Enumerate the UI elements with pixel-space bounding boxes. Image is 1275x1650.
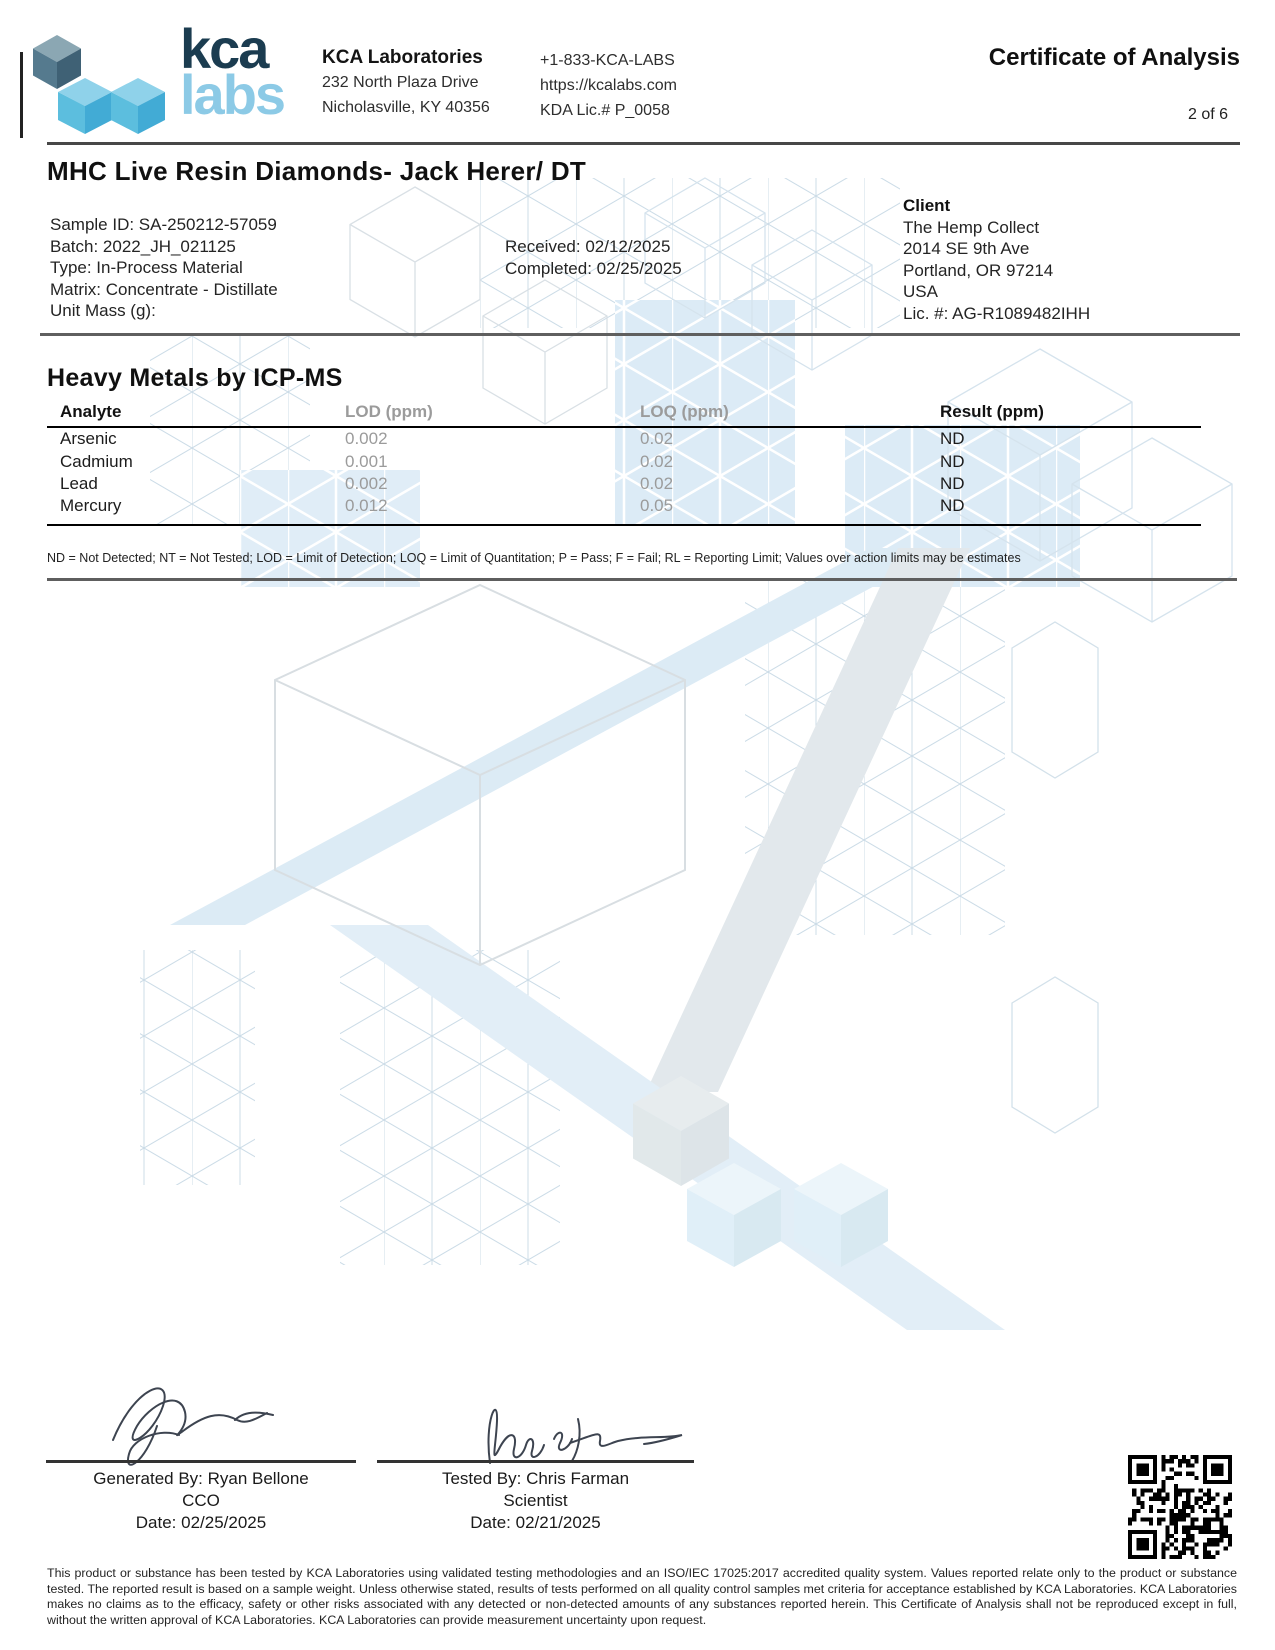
lod-cell: 0.002	[345, 473, 388, 493]
lod-cell: 0.002	[345, 429, 388, 449]
generated-by-block	[46, 1468, 356, 1533]
tested-date: Date: 02/21/2025	[470, 1512, 601, 1532]
table-row	[47, 450, 1201, 472]
analyte-cell: Lead	[60, 473, 98, 493]
result-cell: ND	[940, 429, 965, 449]
table-row	[47, 495, 1201, 517]
sample-type: Type: In-Process Material	[50, 258, 243, 278]
result-cell: ND	[940, 451, 965, 471]
sample-batch: Batch: 2022_JH_021125	[50, 236, 236, 256]
client-block	[903, 195, 1090, 325]
result-cell: ND	[940, 496, 965, 516]
logo-text-kca: kca	[180, 17, 268, 80]
sample-info-block	[50, 214, 278, 322]
tested-by: Tested By: Chris Farman	[441, 1469, 630, 1488]
tested-title: Scientist	[503, 1490, 568, 1510]
lab-website: https://kcalabs.com	[540, 77, 677, 94]
lab-address-line1: 232 North Plaza Drive	[322, 74, 479, 91]
lab-info-block	[322, 45, 490, 120]
lab-name: KCA Laboratories	[322, 47, 483, 68]
tested-by-signature	[470, 1383, 700, 1468]
sample-id: Sample ID: SA-250212-57059	[50, 215, 277, 234]
lab-phone: +1-833-KCA-LABS	[540, 52, 675, 69]
kca-labs-logo-icon	[30, 30, 170, 137]
tested-signature-line	[377, 1460, 694, 1463]
column-analyte: Analyte	[60, 402, 122, 421]
table-footnote: ND = Not Detected; NT = Not Tested; LOD = Limit of Detection; LOQ = Limit of Quantitation; P = Pass; F = Fail; RL = Reporting Limit; Values over action limits may be estimates	[47, 551, 1021, 565]
completed-date: Completed: 02/25/2025	[505, 258, 682, 278]
heavy-metals-table	[47, 402, 1201, 526]
generated-signature-line	[46, 1460, 356, 1463]
lab-kda-license: KDA Lic.# P_0058	[540, 102, 670, 119]
table-header-row	[47, 402, 1201, 422]
logo-text-labs: labs	[180, 63, 285, 126]
dates-block	[505, 236, 682, 279]
received-date: Received: 02/12/2025	[505, 237, 671, 256]
product-title: MHC Live Resin Diamonds- Jack Herer/ DT	[47, 156, 587, 186]
loq-cell: 0.02	[640, 473, 674, 493]
footnote-divider	[47, 578, 1237, 581]
column-lod: LOD (ppm)	[345, 402, 433, 421]
client-address2: Portland, OR 97214	[903, 260, 1054, 280]
tested-by-block	[377, 1468, 694, 1533]
page-edge-mark	[20, 52, 23, 138]
lab-address-line2: Nicholasville, KY 40356	[322, 99, 490, 116]
qr-code	[1128, 1455, 1232, 1559]
table-row	[47, 473, 1201, 495]
lod-cell: 0.001	[345, 451, 388, 471]
column-result: Result (ppm)	[940, 402, 1044, 421]
logo-wordmark	[180, 17, 285, 126]
table-bottom-rule	[47, 524, 1201, 526]
client-country: USA	[903, 282, 938, 302]
header-divider	[47, 142, 1240, 145]
analyte-cell: Cadmium	[60, 451, 133, 471]
lod-cell: 0.012	[345, 496, 388, 516]
sample-matrix: Matrix: Concentrate - Distillate	[50, 279, 278, 299]
generated-title: CCO	[182, 1490, 220, 1510]
section-divider	[40, 333, 1240, 336]
analyte-cell: Arsenic	[60, 429, 117, 449]
result-cell: ND	[940, 473, 965, 493]
loq-cell: 0.02	[640, 451, 674, 471]
column-loq: LOQ (ppm)	[640, 402, 729, 421]
disclaimer-text: This product or substance has been tested by KCA Laboratories using validated testing methodologies and an ISO/IEC 17025:2017 accredited quality system. Values reported relate only to the product or substance tested. The reported result is based on a sample weight. Unless otherwise stated, results of tests performed on all quality control samples met criteria for acceptance established by KCA Laboratories. KCA Laboratories makes no claims as to the efficacy, safety or other risks associated with any detected or non-detected amounts of any substances reported herein. This Certificate of Analysis shall not be reproduced except in full, without the written approval of KCA Laboratories. KCA Laboratories can provide measurement uncertainty upon request.	[47, 1566, 1237, 1627]
lab-contact-block	[540, 48, 677, 123]
client-heading: Client	[903, 196, 951, 215]
document-title: Certificate of Analysis	[988, 44, 1240, 71]
sample-unit-mass: Unit Mass (g):	[50, 301, 156, 321]
generated-by: Generated By: Ryan Bellone	[93, 1469, 309, 1488]
client-license: Lic. #: AG-R1089482IHH	[903, 303, 1091, 323]
section-title: Heavy Metals by ICP-MS	[47, 364, 343, 392]
client-name: The Hemp Collect	[903, 217, 1040, 237]
generated-date: Date: 02/25/2025	[135, 1512, 267, 1532]
page-indicator: 2 of 6	[1187, 106, 1228, 123]
client-address1: 2014 SE 9th Ave	[903, 239, 1030, 259]
loq-cell: 0.05	[640, 496, 674, 516]
analyte-cell: Mercury	[60, 496, 122, 516]
loq-cell: 0.02	[640, 429, 674, 449]
generated-by-signature	[95, 1368, 355, 1468]
table-row	[47, 428, 1201, 450]
